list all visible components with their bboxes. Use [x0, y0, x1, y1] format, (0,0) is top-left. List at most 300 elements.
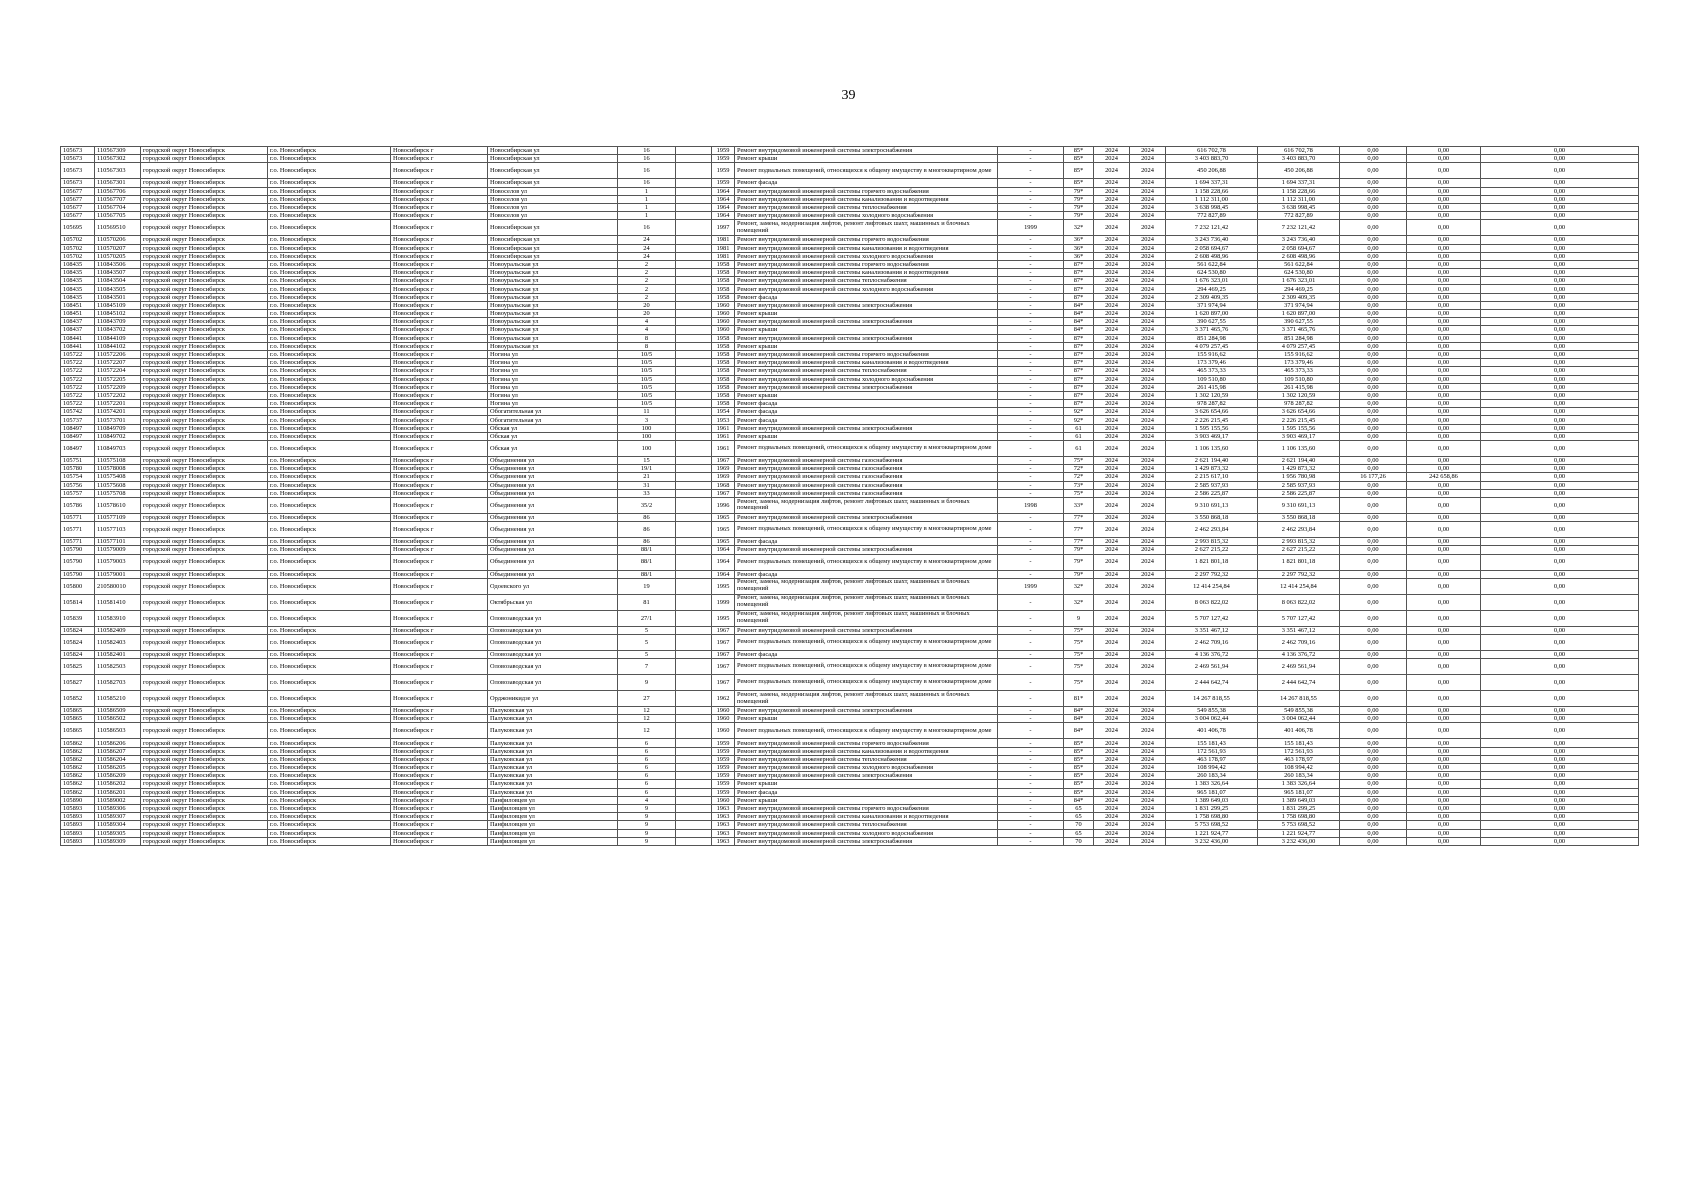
cell-federal-funds: 0,00	[1340, 416, 1407, 424]
cell-regional-fund: 851 284,98	[1258, 334, 1340, 342]
cell-plan-start-year: 2024	[1094, 473, 1130, 481]
cell-building	[676, 334, 712, 342]
cell-total-cost: 401 406,78	[1166, 723, 1258, 739]
cell-plan-end-year: 2024	[1130, 489, 1166, 497]
cell-build-year: 1967	[712, 489, 735, 497]
cell-plan-end-year: 2024	[1130, 277, 1166, 285]
cell-street: Ногина ул	[488, 375, 618, 383]
cell-street: Ногина ул	[488, 350, 618, 358]
cell-wear-percent: 75*	[1064, 489, 1094, 497]
cell-municipality: городской округ Новосибирск	[141, 465, 268, 473]
cell-owner-funds: 0,00	[1481, 310, 1639, 318]
cell-plan-start-year: 2024	[1094, 522, 1130, 538]
cell-work-type: Ремонт внутридомовой инженерной системы горячего водоснабжения	[735, 187, 998, 195]
cell-last-repair-year: -	[998, 715, 1064, 723]
cell-house-id: 105893	[61, 837, 95, 845]
cell-house-id: 108437	[61, 326, 95, 334]
cell-work-id: 110573701	[95, 416, 141, 424]
cell-regional-fund: 1 956 780,98	[1258, 473, 1340, 481]
cell-local-budget: 0,00	[1407, 489, 1481, 497]
cell-plan-end-year: 2024	[1130, 147, 1166, 155]
cell-plan-end-year: 2024	[1130, 465, 1166, 473]
cell-build-year: 1959	[712, 163, 735, 179]
cell-street: Палуковская ул	[488, 772, 618, 780]
cell-wear-percent: 87*	[1064, 260, 1094, 268]
cell-plan-end-year: 2024	[1130, 252, 1166, 260]
cell-build-year: 1963	[712, 804, 735, 812]
cell-local-budget: 0,00	[1407, 179, 1481, 187]
cell-total-cost: 465 373,33	[1166, 367, 1258, 375]
cell-plan-end-year: 2024	[1130, 441, 1166, 457]
cell-plan-end-year: 2024	[1130, 707, 1166, 715]
cell-work-id: 110849709	[95, 424, 141, 432]
cell-regional-fund: 2 444 642,74	[1258, 675, 1340, 691]
cell-work-type: Ремонт внутридомовой инженерной системы канализования и водоотведения	[735, 359, 998, 367]
cell-work-id: 110579003	[95, 554, 141, 570]
cell-plan-end-year: 2024	[1130, 634, 1166, 650]
cell-municipality: городской округ Новосибирск	[141, 400, 268, 408]
cell-build-year: 1967	[712, 457, 735, 465]
cell-total-cost: 390 627,55	[1166, 318, 1258, 326]
cell-work-type: Ремонт внутридомовой инженерной системы холодного водоснабжения	[735, 212, 998, 220]
cell-house-id: 105673	[61, 179, 95, 187]
cell-total-cost: 2 621 194,40	[1166, 457, 1258, 465]
cell-work-type: Ремонт, замена, модернизация лифтов, ремонт лифтовых шахт, машинных и блочных помещений	[735, 578, 998, 594]
cell-work-type: Ремонт фасада	[735, 650, 998, 658]
cell-regional-fund: 772 827,89	[1258, 212, 1340, 220]
cell-local-budget: 0,00	[1407, 416, 1481, 424]
cell-work-id: 110572202	[95, 391, 141, 399]
cell-last-repair-year: -	[998, 489, 1064, 497]
cell-build-year: 1958	[712, 285, 735, 293]
cell-total-cost: 1 620 897,00	[1166, 310, 1258, 318]
cell-work-type: Ремонт внутридомовой инженерной системы теплоснабжения	[735, 755, 998, 763]
cell-settlement: Новосибирск г	[391, 326, 488, 334]
cell-owner-funds: 0,00	[1481, 359, 1639, 367]
cell-municipality: городской округ Новосибирск	[141, 739, 268, 747]
cell-building	[676, 424, 712, 432]
cell-municipal-entity: г.о. Новосибирск	[268, 220, 391, 236]
cell-work-type: Ремонт подвальных помещений, относящихся к общему имуществу в многоквартирном доме	[735, 441, 998, 457]
cell-build-year: 1968	[712, 481, 735, 489]
cell-building	[676, 252, 712, 260]
cell-owner-funds: 0,00	[1481, 391, 1639, 399]
cell-work-id: 110569510	[95, 220, 141, 236]
cell-wear-percent: 87*	[1064, 334, 1094, 342]
cell-municipal-entity: г.о. Новосибирск	[268, 489, 391, 497]
cell-plan-start-year: 2024	[1094, 260, 1130, 268]
cell-regional-fund: 172 561,93	[1258, 747, 1340, 755]
cell-building	[676, 829, 712, 837]
cell-street: Орджоникидзе ул	[488, 691, 618, 707]
cell-street: Новоуральская ул	[488, 310, 618, 318]
cell-plan-end-year: 2024	[1130, 650, 1166, 658]
cell-municipality: городской округ Новосибирск	[141, 326, 268, 334]
cell-municipality: городской округ Новосибирск	[141, 408, 268, 416]
cell-owner-funds: 0,00	[1481, 212, 1639, 220]
cell-street: Оловозаводская ул	[488, 659, 618, 675]
cell-municipal-entity: г.о. Новосибирск	[268, 659, 391, 675]
cell-last-repair-year: -	[998, 147, 1064, 155]
cell-build-year: 1960	[712, 707, 735, 715]
cell-municipal-entity: г.о. Новосибирск	[268, 755, 391, 763]
cell-municipal-entity: г.о. Новосибирск	[268, 578, 391, 594]
cell-local-budget: 0,00	[1407, 634, 1481, 650]
cell-municipal-entity: г.о. Новосибирск	[268, 788, 391, 796]
cell-house-id: 105790	[61, 546, 95, 554]
cell-owner-funds: 0,00	[1481, 163, 1639, 179]
cell-federal-funds: 0,00	[1340, 804, 1407, 812]
cell-owner-funds: 0,00	[1481, 424, 1639, 432]
table-row	[61, 772, 1639, 780]
cell-municipality: городской округ Новосибирск	[141, 546, 268, 554]
cell-local-budget: 0,00	[1407, 650, 1481, 658]
cell-house-number: 2	[618, 277, 676, 285]
cell-building	[676, 772, 712, 780]
cell-house-number: 16	[618, 155, 676, 163]
cell-plan-start-year: 2024	[1094, 764, 1130, 772]
cell-work-id: 110589002	[95, 796, 141, 804]
cell-municipal-entity: г.о. Новосибирск	[268, 326, 391, 334]
cell-plan-end-year: 2024	[1130, 481, 1166, 489]
cell-plan-start-year: 2024	[1094, 359, 1130, 367]
cell-owner-funds: 0,00	[1481, 203, 1639, 211]
cell-house-id: 108435	[61, 277, 95, 285]
cell-plan-start-year: 2024	[1094, 780, 1130, 788]
cell-municipality: городской округ Новосибирск	[141, 441, 268, 457]
cell-work-type: Ремонт внутридомовой инженерной системы газоснабжения	[735, 457, 998, 465]
cell-municipal-entity: г.о. Новосибирск	[268, 594, 391, 610]
cell-local-budget: 0,00	[1407, 780, 1481, 788]
cell-municipal-entity: г.о. Новосибирск	[268, 796, 391, 804]
cell-work-id: 110844102	[95, 342, 141, 350]
cell-last-repair-year: -	[998, 634, 1064, 650]
cell-building	[676, 788, 712, 796]
table-row	[61, 285, 1639, 293]
cell-house-id: 105825	[61, 659, 95, 675]
cell-local-budget: 0,00	[1407, 432, 1481, 440]
cell-building	[676, 203, 712, 211]
cell-owner-funds: 0,00	[1481, 457, 1639, 465]
cell-settlement: Новосибирск г	[391, 359, 488, 367]
cell-work-id: 110845109	[95, 301, 141, 309]
cell-municipal-entity: г.о. Новосибирск	[268, 383, 391, 391]
cell-house-id: 108435	[61, 260, 95, 268]
cell-last-repair-year: -	[998, 813, 1064, 821]
cell-federal-funds: 0,00	[1340, 610, 1407, 626]
cell-build-year: 1969	[712, 465, 735, 473]
cell-federal-funds: 0,00	[1340, 383, 1407, 391]
cell-work-type: Ремонт внутридомовой инженерной системы теплоснабжения	[735, 821, 998, 829]
cell-work-id: 110578610	[95, 497, 141, 513]
cell-build-year: 1967	[712, 675, 735, 691]
cell-local-budget: 0,00	[1407, 195, 1481, 203]
cell-regional-fund: 3 243 736,40	[1258, 236, 1340, 244]
cell-build-year: 1962	[712, 691, 735, 707]
cell-work-type: Ремонт подвальных помещений, относящихся к общему имуществу в многоквартирном доме	[735, 554, 998, 570]
cell-wear-percent: 87*	[1064, 350, 1094, 358]
cell-municipal-entity: г.о. Новосибирск	[268, 804, 391, 812]
table-row	[61, 408, 1639, 416]
cell-wear-percent: 87*	[1064, 269, 1094, 277]
table-row	[61, 546, 1639, 554]
cell-total-cost: 2 585 937,93	[1166, 481, 1258, 489]
cell-settlement: Новосибирск г	[391, 634, 488, 650]
cell-regional-fund: 549 855,38	[1258, 707, 1340, 715]
cell-federal-funds: 0,00	[1340, 570, 1407, 578]
cell-local-budget: 0,00	[1407, 691, 1481, 707]
cell-house-number: 19	[618, 578, 676, 594]
cell-plan-end-year: 2024	[1130, 318, 1166, 326]
cell-federal-funds: 0,00	[1340, 391, 1407, 399]
cell-settlement: Новосибирск г	[391, 594, 488, 610]
cell-municipality: городской округ Новосибирск	[141, 473, 268, 481]
cell-regional-fund: 1 302 120,59	[1258, 391, 1340, 399]
cell-work-type: Ремонт внутридомовой инженерной системы электроснабжения	[735, 513, 998, 521]
cell-federal-funds: 0,00	[1340, 220, 1407, 236]
cell-total-cost: 2 993 815,32	[1166, 538, 1258, 546]
cell-federal-funds: 0,00	[1340, 244, 1407, 252]
cell-municipal-entity: г.о. Новосибирск	[268, 554, 391, 570]
cell-plan-start-year: 2024	[1094, 739, 1130, 747]
cell-house-id: 105757	[61, 489, 95, 497]
cell-build-year: 1959	[712, 179, 735, 187]
cell-local-budget: 0,00	[1407, 293, 1481, 301]
cell-house-id: 108435	[61, 269, 95, 277]
cell-municipality: городской округ Новосибирск	[141, 723, 268, 739]
cell-building	[676, 465, 712, 473]
cell-regional-fund: 2 297 792,32	[1258, 570, 1340, 578]
cell-local-budget: 0,00	[1407, 367, 1481, 375]
cell-building	[676, 301, 712, 309]
cell-street: Новоуральская ул	[488, 285, 618, 293]
cell-last-repair-year: -	[998, 408, 1064, 416]
cell-municipal-entity: г.о. Новосибирск	[268, 342, 391, 350]
cell-regional-fund: 294 469,25	[1258, 285, 1340, 293]
cell-regional-fund: 155 181,43	[1258, 739, 1340, 747]
table-row	[61, 465, 1639, 473]
cell-local-budget: 0,00	[1407, 813, 1481, 821]
cell-settlement: Новосибирск г	[391, 813, 488, 821]
cell-regional-fund: 2 586 225,87	[1258, 489, 1340, 497]
cell-last-repair-year: -	[998, 691, 1064, 707]
table-row	[61, 513, 1639, 521]
cell-last-repair-year: -	[998, 203, 1064, 211]
cell-municipality: городской округ Новосибирск	[141, 342, 268, 350]
cell-regional-fund: 14 267 818,55	[1258, 691, 1340, 707]
cell-work-id: 110567705	[95, 212, 141, 220]
cell-federal-funds: 0,00	[1340, 195, 1407, 203]
cell-street: Обогатительная ул	[488, 416, 618, 424]
cell-plan-end-year: 2024	[1130, 610, 1166, 626]
cell-plan-end-year: 2024	[1130, 522, 1166, 538]
cell-building	[676, 473, 712, 481]
cell-plan-start-year: 2024	[1094, 554, 1130, 570]
cell-work-id: 110570205	[95, 252, 141, 260]
cell-work-id: 110572201	[95, 400, 141, 408]
cell-work-type: Ремонт крыши	[735, 796, 998, 804]
cell-street: Палуковская ул	[488, 707, 618, 715]
cell-total-cost: 1 389 649,03	[1166, 796, 1258, 804]
cell-federal-funds: 0,00	[1340, 155, 1407, 163]
cell-building	[676, 310, 712, 318]
cell-municipal-entity: г.о. Новосибирск	[268, 212, 391, 220]
cell-municipal-entity: г.о. Новосибирск	[268, 367, 391, 375]
cell-house-number: 6	[618, 780, 676, 788]
cell-build-year: 1959	[712, 755, 735, 763]
cell-total-cost: 772 827,89	[1166, 212, 1258, 220]
cell-federal-funds: 0,00	[1340, 723, 1407, 739]
cell-house-id: 105862	[61, 772, 95, 780]
cell-regional-fund: 616 702,78	[1258, 147, 1340, 155]
cell-last-repair-year: -	[998, 179, 1064, 187]
cell-building	[676, 813, 712, 821]
cell-building	[676, 796, 712, 804]
cell-total-cost: 2 444 642,74	[1166, 675, 1258, 691]
cell-regional-fund: 2 462 709,16	[1258, 634, 1340, 650]
cell-total-cost: 561 622,84	[1166, 260, 1258, 268]
cell-plan-start-year: 2024	[1094, 147, 1130, 155]
cell-municipality: городской округ Новосибирск	[141, 203, 268, 211]
cell-house-number: 10/5	[618, 350, 676, 358]
cell-federal-funds: 0,00	[1340, 359, 1407, 367]
cell-wear-percent: 85*	[1064, 788, 1094, 796]
cell-house-number: 9	[618, 813, 676, 821]
cell-work-type: Ремонт крыши	[735, 391, 998, 399]
cell-settlement: Новосибирск г	[391, 318, 488, 326]
cell-work-id: 210580010	[95, 578, 141, 594]
cell-street: Новоуральская ул	[488, 342, 618, 350]
cell-work-id: 110586209	[95, 772, 141, 780]
cell-wear-percent: 61	[1064, 441, 1094, 457]
cell-settlement: Новосибирск г	[391, 244, 488, 252]
cell-work-id: 110574201	[95, 408, 141, 416]
cell-federal-funds: 0,00	[1340, 163, 1407, 179]
cell-build-year: 1997	[712, 220, 735, 236]
cell-plan-end-year: 2024	[1130, 383, 1166, 391]
cell-house-id: 105893	[61, 821, 95, 829]
cell-plan-start-year: 2024	[1094, 383, 1130, 391]
cell-federal-funds: 0,00	[1340, 764, 1407, 772]
cell-last-repair-year: -	[998, 424, 1064, 432]
cell-work-id: 110567707	[95, 195, 141, 203]
cell-municipality: городской округ Новосибирск	[141, 310, 268, 318]
cell-wear-percent: 85*	[1064, 747, 1094, 755]
cell-street: Панфиловцев ул	[488, 837, 618, 845]
table-row	[61, 432, 1639, 440]
cell-build-year: 1965	[712, 513, 735, 521]
cell-plan-end-year: 2024	[1130, 244, 1166, 252]
cell-work-id: 110572207	[95, 359, 141, 367]
cell-plan-end-year: 2024	[1130, 747, 1166, 755]
cell-last-repair-year: -	[998, 155, 1064, 163]
cell-settlement: Новосибирск г	[391, 147, 488, 155]
table-row	[61, 813, 1639, 821]
cell-regional-fund: 2 462 293,84	[1258, 522, 1340, 538]
cell-work-type: Ремонт внутридомовой инженерной системы холодного водоснабжения	[735, 252, 998, 260]
cell-municipal-entity: г.о. Новосибирск	[268, 432, 391, 440]
cell-federal-funds: 0,00	[1340, 813, 1407, 821]
cell-municipality: городской округ Новосибирск	[141, 277, 268, 285]
table-row	[61, 179, 1639, 187]
cell-house-number: 24	[618, 252, 676, 260]
cell-total-cost: 3 403 883,70	[1166, 155, 1258, 163]
cell-house-number: 86	[618, 522, 676, 538]
cell-settlement: Новосибирск г	[391, 554, 488, 570]
cell-last-repair-year: -	[998, 804, 1064, 812]
cell-work-type: Ремонт внутридомовой инженерной системы газоснабжения	[735, 489, 998, 497]
cell-work-type: Ремонт внутридомовой инженерной системы электроснабжения	[735, 147, 998, 155]
cell-wear-percent: 87*	[1064, 285, 1094, 293]
cell-owner-funds: 0,00	[1481, 675, 1639, 691]
cell-owner-funds: 0,00	[1481, 634, 1639, 650]
cell-house-id: 105722	[61, 400, 95, 408]
table-row	[61, 260, 1639, 268]
cell-wear-percent: 75*	[1064, 650, 1094, 658]
cell-wear-percent: 79*	[1064, 554, 1094, 570]
cell-municipal-entity: г.о. Новосибирск	[268, 163, 391, 179]
cell-build-year: 1981	[712, 236, 735, 244]
cell-street: Ногина ул	[488, 359, 618, 367]
cell-work-id: 110572209	[95, 383, 141, 391]
cell-plan-end-year: 2024	[1130, 513, 1166, 521]
cell-owner-funds: 0,00	[1481, 497, 1639, 513]
cell-work-type: Ремонт фасада	[735, 788, 998, 796]
cell-house-id: 108497	[61, 424, 95, 432]
cell-wear-percent: 32*	[1064, 578, 1094, 594]
cell-build-year: 1963	[712, 813, 735, 821]
table-row	[61, 310, 1639, 318]
cell-plan-end-year: 2024	[1130, 375, 1166, 383]
cell-settlement: Новосибирск г	[391, 465, 488, 473]
cell-house-id: 105722	[61, 375, 95, 383]
cell-work-type: Ремонт, замена, модернизация лифтов, ремонт лифтовых шахт, машинных и блочных помещений	[735, 691, 998, 707]
cell-street: Октябрьская ул	[488, 594, 618, 610]
cell-total-cost: 2 297 792,32	[1166, 570, 1258, 578]
cell-municipality: городской округ Новосибирск	[141, 334, 268, 342]
cell-regional-fund: 4 136 376,72	[1258, 650, 1340, 658]
cell-building	[676, 546, 712, 554]
cell-plan-start-year: 2024	[1094, 334, 1130, 342]
cell-federal-funds: 0,00	[1340, 691, 1407, 707]
cell-municipal-entity: г.о. Новосибирск	[268, 318, 391, 326]
cell-last-repair-year: -	[998, 837, 1064, 845]
cell-federal-funds: 0,00	[1340, 179, 1407, 187]
cell-last-repair-year: -	[998, 610, 1064, 626]
cell-building	[676, 715, 712, 723]
cell-settlement: Новосибирск г	[391, 497, 488, 513]
cell-owner-funds: 0,00	[1481, 473, 1639, 481]
cell-local-budget: 0,00	[1407, 334, 1481, 342]
cell-wear-percent: 32*	[1064, 220, 1094, 236]
cell-wear-percent: 84*	[1064, 723, 1094, 739]
cell-last-repair-year: -	[998, 244, 1064, 252]
cell-plan-start-year: 2024	[1094, 691, 1130, 707]
cell-plan-start-year: 2024	[1094, 441, 1130, 457]
cell-federal-funds: 0,00	[1340, 821, 1407, 829]
cell-work-type: Ремонт внутридомовой инженерной системы электроснабжения	[735, 707, 998, 715]
cell-regional-fund: 1 831 299,25	[1258, 804, 1340, 812]
cell-house-number: 4	[618, 796, 676, 804]
cell-local-budget: 0,00	[1407, 796, 1481, 804]
cell-building	[676, 147, 712, 155]
cell-regional-fund: 465 373,33	[1258, 367, 1340, 375]
cell-building	[676, 675, 712, 691]
cell-plan-end-year: 2024	[1130, 334, 1166, 342]
table-row	[61, 203, 1639, 211]
cell-local-budget: 0,00	[1407, 578, 1481, 594]
cell-house-number: 100	[618, 424, 676, 432]
